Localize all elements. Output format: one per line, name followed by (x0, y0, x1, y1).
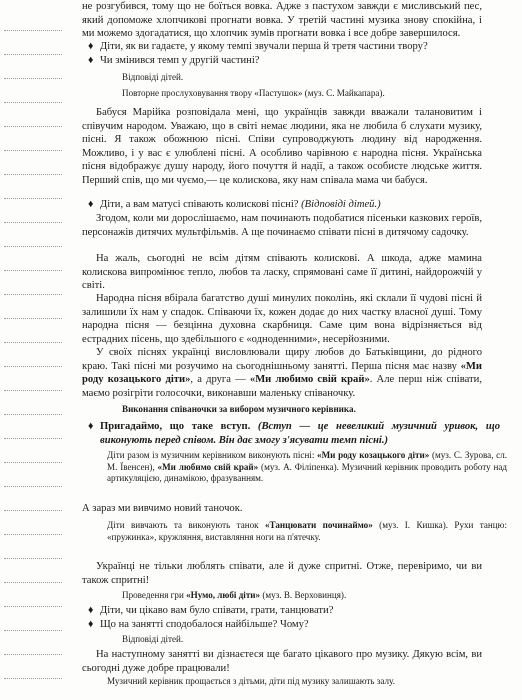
margin-note-lines (0, 0, 68, 700)
question-intro-definition: ♦ Пригадаймо, що таке вступ. (Вступ — це невеликий музичний уривок, що виконують перед співом. Він дає змогу з'ясувати темп пісні.) (88, 421, 501, 446)
paragraph-growing-up: Згодом, коли ми дорослішаємо, нам починають подобатися пісеньки казкових героїв, персонажів дитячих мультфільмів. А ще починаємо співати пісні в дитячому садочку. (82, 213, 482, 238)
game-note: Проведення гри «Нумо, любі діти» (муз. В. Верховинця). (122, 590, 347, 600)
bullet-icon: ♦ (88, 199, 94, 210)
bullet-icon: ♦ (88, 421, 94, 432)
bullet-icon: ♦ (88, 41, 94, 52)
singing-songs-note: Діти разом із музичним керівником виконують пісні: «Ми роду козацького діти» (муз. С. Зурова, сл. М. Ївенсен), «Ми любимо свій край» (муз. А. Філіпенка). Музичний керівник проводить роботу над артикуляцією, динамікою, фразуванням. (107, 450, 508, 484)
paragraph-grandma-maryka: Бабуся Марійка розповідала мені, що українців завжди вважали талановитим і співучим народом. Уважаю, що в світі немає людини, яка не любила б слухати музику, пісні. Я також обожнюю пісні. Співи супроводжують людину від народження. Можливо, і у вас є улюблені пісні. А особливо чарівною є народна пісня. Українська пісня відображує душу народу, його почуття й надії, а також особисте людське життя. Перший спів, що ми чуємо,— це колискова, яку нам співала мама чи бабуся. (82, 107, 482, 186)
question-lullabies: ♦ Діти, а вам матусі співають колискові пісні? (Відповіді дітей.) (88, 199, 381, 210)
question-liked-most: ♦ Що на занятті сподобалося найбільше? Чому? (88, 619, 309, 630)
bullet-icon: ♦ (88, 605, 94, 616)
warmup-song-heading: Виконання співаночки за вибором музичного керівника. (122, 404, 356, 414)
relistening-note: Повторне прослуховування твору «Пастушок» (муз. С. Майкапара). (122, 88, 385, 98)
farewell-note: Музичний керівник прощається з дітьми, діти під музику залишають залу. (107, 676, 395, 686)
dance-learning-note: Діти вивчають та виконують танок «Танцювати починаймо» (муз. І. Кишка). Рухи танцю: «пружинка», кружляння, виставляння ноги на п'ятечку. (107, 520, 507, 542)
question-tempo-change: ♦ Чи змінився темп у другій частині? (88, 55, 260, 66)
paragraph-folk-song: Народна пісня вбірала багатство душі минулих поколінь, які склали її чудові пісні й залишили їх нам у спадок. Співаючи їх, кожен додає до них частку власної душі. Тому народна пісня — безцінна духовна скарбниця. Саме цим вона відрізняється від естрадних пісень, що здебільшого є «одноденними», несерйозними. (82, 293, 482, 345)
question-was-it-fun: ♦ Діти, чи цікаво вам було співати, грати, танцювати? (88, 605, 334, 616)
paragraph-lullaby-warmth: На жаль, сьогодні не всім дітям співають колискові. А шкода, адже мамина колискова випромінює тепло, любов та ласку, спрямовані саме її дитині, найдорожчій у світі. (82, 253, 482, 292)
paragraph-homeland-songs: У своїх піснях українці висловлювали щиру любов до Батьківщини, до рідного краю. Такі пісні ми розучимо на сьогоднішньому занятті. Перша пісня має назву «Ми роду козацького діти», а друга — «Ми любимо свій край». Але перш ніж співати, маємо розігріти голосочки, виконавши маленьку співаночку. (82, 347, 482, 399)
question-tempo-parts: ♦ Діти, як ви гадаєте, у якому темпі звучали перша й третя частини твору? (88, 41, 428, 52)
paragraph-new-dance: А зараз ми вивчимо новий таночок. (82, 503, 243, 514)
paragraph-agility: Українці не тільки люблять співати, але й дуже спритні. Отже, перевіримо, чи ви також спритні! (82, 561, 482, 586)
paragraph-closing: На наступному занятті ви дізнаєтеся ще багато цікавого про музику. Дякую всім, ви сьогодні дуже добре працювали! (82, 649, 482, 674)
children-answers-note: Відповіді дітей. (122, 72, 184, 82)
document-page (82, 0, 508, 700)
children-answers-note-2: Відповіді дітей. (122, 634, 184, 644)
bullet-icon: ♦ (88, 55, 94, 66)
paragraph-wolf-story: не розгубився, тому що не боїться вовка. Адже з пастухом завжди є мисливський пес, який допоможе хлопчикові прогнати вовка. У третій частині музика знову спокійна, і ми можемо здогадатися, що хлопчик зумів прогнати вовка і все добре завершилося. (82, 1, 482, 40)
bullet-icon: ♦ (88, 619, 94, 630)
